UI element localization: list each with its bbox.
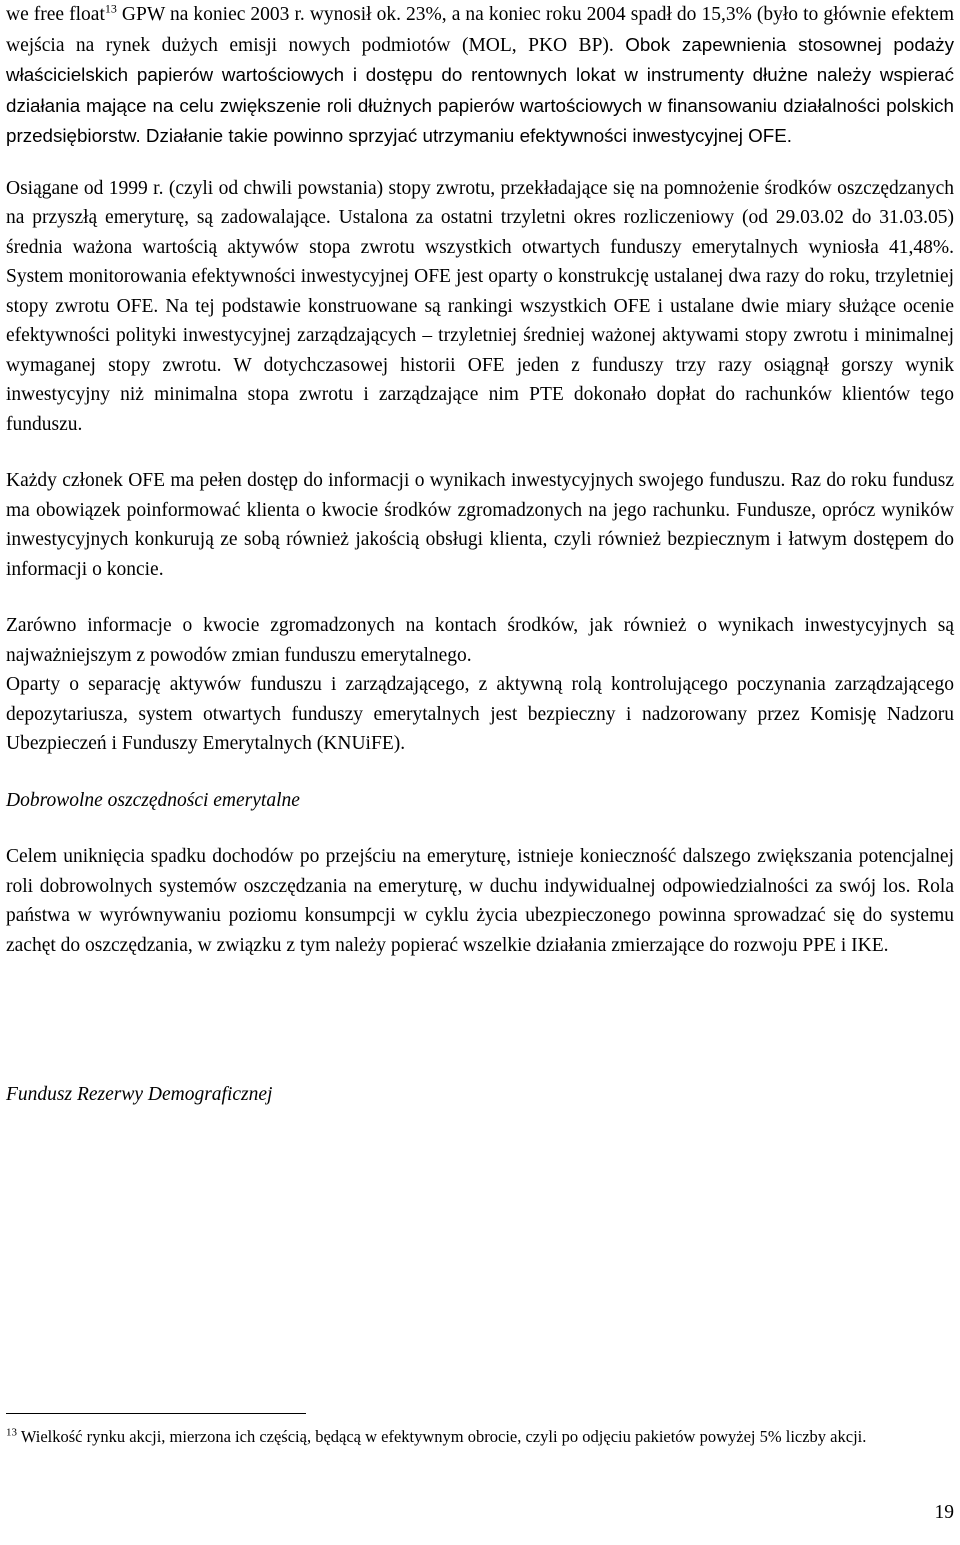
paragraph-member-access: Każdy członek OFE ma pełen dostęp do informacji o wynikach inwestycyjnych swojego funduszu. Raz do roku fundusz ma obowiązek poinformować klienta o kwocie środków zgromadzonych na jego rachunku. Fundusze, oprócz wyników inwestycyjnych konkurują ze sobą również jakością obsługi klienta, czyli również bezpiecznym i łatwym dostępem do informacji o koncie. [6, 470, 954, 580]
page-number: 19 [934, 1502, 954, 1523]
footnote-separator [6, 1413, 306, 1414]
paragraph-information: Zarówno informacje o kwocie zgromadzonych na kontach środków, jak również o wynikach inwestycyjnych są najważniejszym z powodów zmian funduszu emerytalnego. [6, 615, 954, 666]
section-heading-demographic-reserve-fund: Fundusz Rezerwy Demograficznej [6, 1084, 273, 1105]
document-page [6, 0, 954, 1110]
paragraph-voluntary-savings: Celem uniknięcia spadku dochodów po przejściu na emeryturę, istnieje konieczność dalszego zwiększania potencjalnej roli dobrowolnych systemów oszczędzania na emeryturę, w duchu indywidualnej odpowiedzialności za swój los. Rola państwa w wyrównywaniu poziomu konsumpcji w cyklu życia ubezpieczonego powinna sprowadzać się do systemu zachęt do oszczędzania, w związku z tym należy popierać wszelkie działania zmierzające do rozwoju PPE i IKE. [6, 846, 954, 956]
section-heading-voluntary-savings: Dobrowolne oszczędności emerytalne [6, 789, 300, 811]
footnote-reference[interactable]: 13 [104, 1, 117, 16]
paragraph-free-float [6, 0, 954, 152]
paragraph-returns: Osiągane od 1999 r. (czyli od chwili powstania) stopy zwrotu, przekładające się na pomnożenie środków oszczędzanych na przyszłą emeryturę, są zadowalające. Ustalona za ostatni trzyletni okres rozliczeniowy (od 29.03.02 do 31.03.05) średnia ważona wartością aktywów stopa zwrotu wszystkich otwartych funduszy emerytalnych wyniosła 41,48%. System monitorowania efektywności inwestycyjnej OFE jest oparty o konstrukcję ustalanej dwa razy do roku, trzyletniej stopy zwrotu OFE. Na tej podstawie konstruowane są rankingi wszystkich OFE i ustalane dwie miary służące ocenie efektywności polityki inwestycyjnej zarządzających – trzyletniej średniej ważonej aktywami stopy zwrotu i minimalnej wymaganej stopy zwrotu. W dotychczasowej historii OFE jeden z funduszy trzy razy osiągnął gorszy wynik inwestycyjny niż minimalna stopa zwrotu i zarządzające nim PTE dokonało dopłat do rachunków klientów tego funduszu. [6, 177, 954, 435]
footnote-text: Wielkość rynku akcji, mierzona ich częścią, będącą w efektywnym obrocie, czyli po odjęciu pakietów powyżej 5% liczby akcji. [17, 1427, 867, 1446]
paragraph-safety: Oparty o separację aktywów funduszu i zarządzającego, z aktywną rolą kontrolującego poczynania zarządzającego depozytariusza, system otwartych funduszy emerytalnych jest bezpieczny i nadzorowany przez Komisję Nadzoru Ubezpieczeń i Funduszy Emerytalnych (KNUiFE). [6, 674, 954, 754]
paragraph-text: we free float [6, 4, 105, 25]
footnote-number: 13 [6, 1426, 17, 1439]
paragraph-text: GPW na koniec 2003 r. wynosił ok. 23%, a na koniec roku 2004 spadł do 15,3% (było to głównie efektem wejścia na rynek dużych emisji nowych podmiotów (MOL, PKO BP). [6, 4, 954, 56]
paragraph-text: Obok zapewnienia stosownej podaży właścicielskich papierów wartościowych i dostępu do rentownych lokat w instrumenty dłużne należy wspierać działania mające na celu zwiększenie roli dłużnych papierów wartościowych w finansowaniu działalności polskich przedsiębiorstw. Działanie takie powinno sprzyjać utrzymaniu efektywności inwestycyjnej OFE. [6, 33, 954, 146]
footnote [6, 1425, 954, 1449]
